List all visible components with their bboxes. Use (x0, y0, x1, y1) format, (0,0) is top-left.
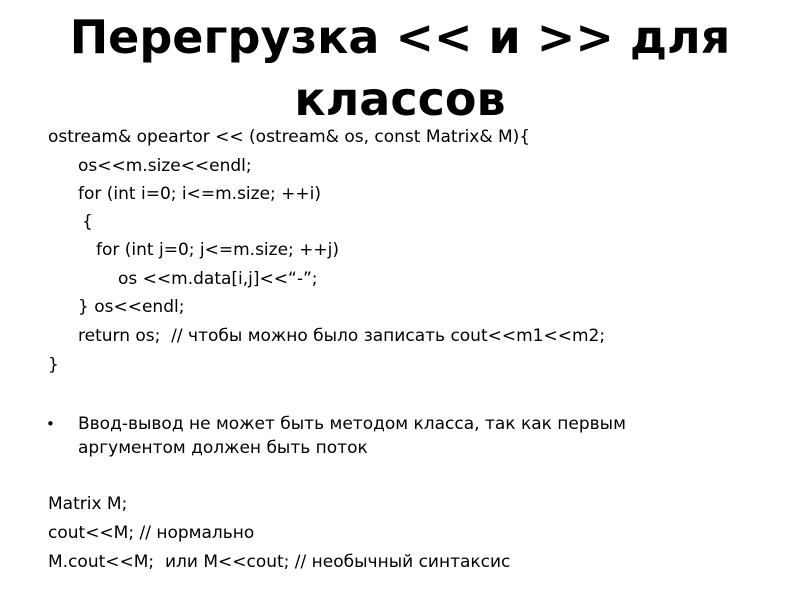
code-line: ostream& opeartor << (ostream& os, const Matrix& M){ (48, 127, 531, 147)
code-line: { (82, 212, 93, 232)
example-line: cout<<M; // нормально (48, 523, 255, 543)
code-line: os <<m.data[i,j]<<“-”; (118, 269, 318, 289)
example-line: M.cout<<M; или M<<cout; // необычный синтаксис (48, 552, 511, 572)
code-line: } os<<endl; (78, 297, 185, 317)
code-line: } (48, 355, 59, 375)
bullet-text-line-1: Ввод-вывод не может быть методом класса, так как первым (78, 414, 626, 434)
example-line: Matrix M; (48, 494, 128, 514)
code-line: os<<m.size<<endl; (78, 156, 252, 176)
code-line: for (int j=0; j<=m.size; ++j) (96, 240, 340, 260)
slide-title (20, 6, 780, 130)
bullet-text (78, 412, 758, 460)
bullet-text-line-2: аргументом должен быть поток (78, 438, 368, 458)
code-line: for (int i=0; i<=m.size; ++i) (78, 184, 322, 204)
code-line: return os; // чтобы можно было записать cout<<m1<<m2; (78, 326, 606, 346)
bullet-marker: • (46, 415, 55, 433)
slide-title-line-2: классов (294, 72, 506, 126)
slide-title-line-1: Перегрузка << и >> для (69, 10, 731, 64)
